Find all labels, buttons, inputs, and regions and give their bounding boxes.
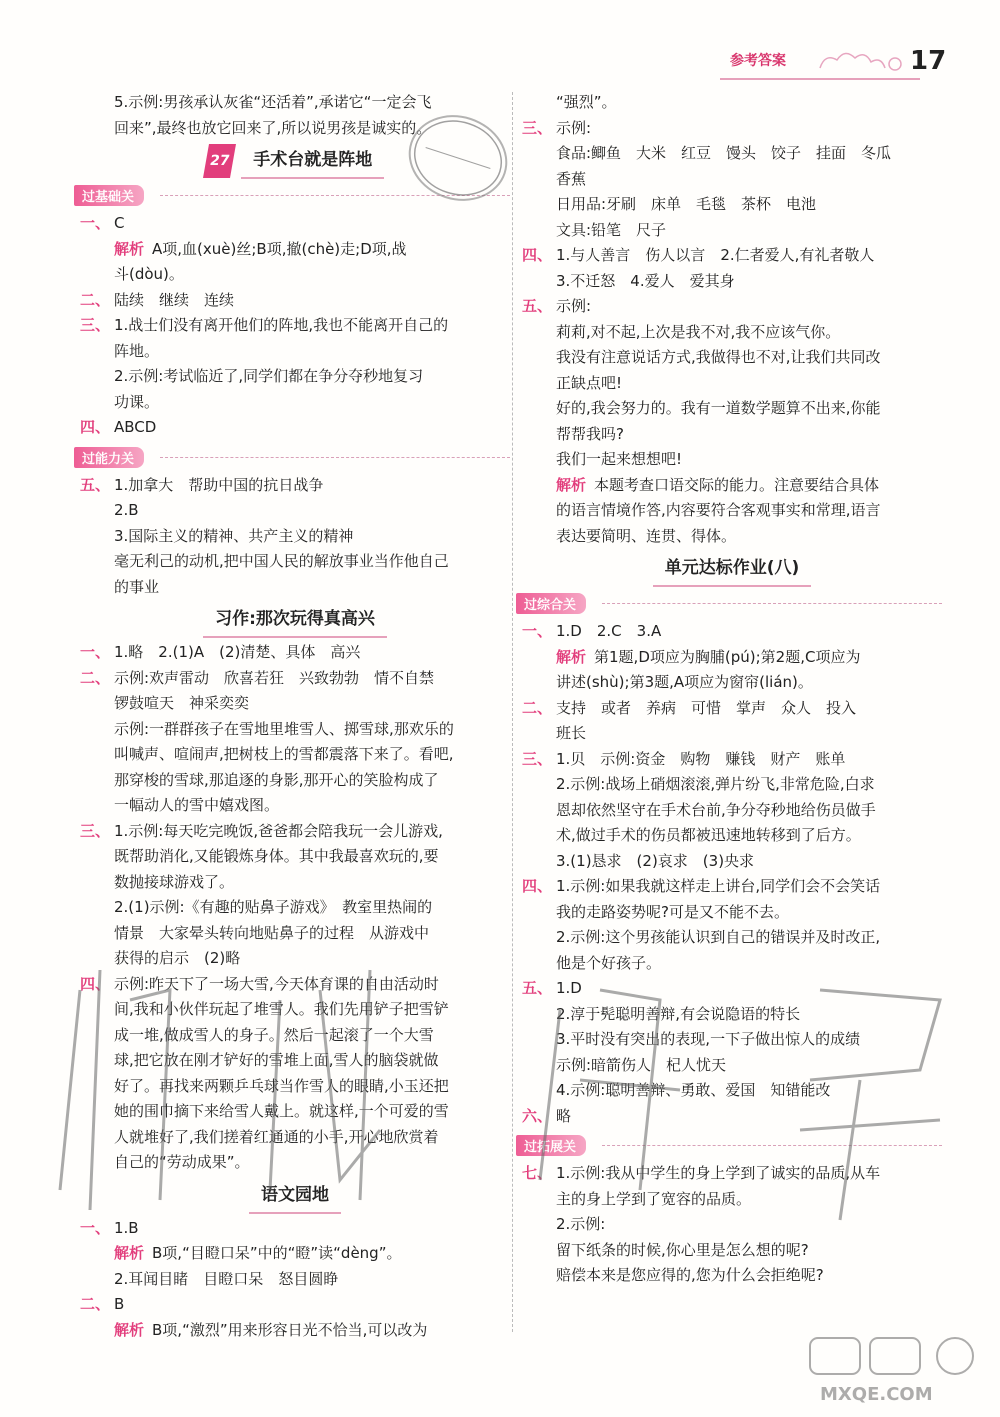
answer-text: 1.战士们没有离开他们的阵地,我也不能离开自己的 (114, 316, 449, 334)
answer-text: 示例:昨天下了一场大雪,今天体育课的自由活动时 (114, 974, 439, 993)
text-line: 获得的启示 (2)略 (114, 949, 241, 967)
item-marker: 二、 (80, 290, 111, 309)
answer-text: 示例: (556, 118, 592, 137)
text-line: 数抛接球游戏了。 (114, 872, 235, 891)
lesson-title-text: 手术台就是阵地 (241, 143, 384, 179)
item-marker: 二、 (522, 698, 553, 717)
answer-text: 支持 或者 养病 可惜 掌声 众人 投入 (556, 698, 857, 717)
answer-label: 参考答案 (730, 53, 786, 69)
item-marker: 四、 (522, 877, 553, 895)
text-line: 术,做过手术的伤员都被迅速地转移到了后方。 (556, 826, 861, 844)
text-line: 5.示例:男孩承认灰雀“还活着”,承诺它“一定会飞 (114, 93, 432, 111)
text-line: 一幅动人的雪中嬉戏图。 (114, 796, 280, 814)
section-tag: 过基础关 (74, 185, 144, 206)
text-line: 文具:铅笔 尺子 (556, 220, 667, 239)
answer-text: 示例: (556, 297, 592, 315)
text-line: 示例:一群群孩子在雪地里堆雪人、掷雪球,那欢乐的 (114, 719, 454, 738)
text-line: 球,把它放在刚才铲好的雪堆上面,雪人的脑袋就做 (114, 1051, 439, 1069)
text-line: 2.示例:战场上硝烟滚滚,弹片纷飞,非常危险,白求 (556, 775, 875, 793)
text-line: 2.淳于髡聪明善辩,有会说隐语的特长 (556, 1004, 801, 1023)
analysis-text: B项,“激烈”用来形容日光不恰当,可以改为 (152, 1320, 428, 1339)
unit-test-title (522, 551, 942, 587)
text-line: 4.示例:聪明善辩、勇敢、爱国 知错能改 (556, 1081, 831, 1099)
item-marker: 一、 (80, 1218, 111, 1237)
text-line: 我们一起来想想吧! (556, 450, 683, 468)
analysis-label: 解析 (114, 239, 145, 258)
text-line: 莉莉,对不起,上次是我不对,我不应该气你。 (556, 322, 841, 341)
answer-text: 1.示例:我从中学生的身上学到了诚实的品质,从车 (556, 1164, 881, 1182)
site-watermark-text: MXQE.COM (820, 1384, 933, 1405)
item-marker: 五、 (522, 979, 553, 997)
text-line: 3.平时没有突出的表现,一下子做出惊人的成绩 (556, 1030, 861, 1048)
item-marker: 一、 (522, 622, 553, 640)
item-marker: 六、 (522, 1106, 553, 1125)
text-line: 2.耳闻目睹 目瞪口呆 怒目圆睁 (114, 1269, 339, 1288)
analysis-label: 解析 (556, 647, 587, 666)
analysis-text: A项,血(xuè)丝;B项,撤(chè)走;D项,战 (152, 239, 407, 258)
section-tag: 过拓展关 (516, 1135, 586, 1156)
item-marker: 四、 (80, 418, 111, 436)
text-line: 赔偿本来是您应得的,您为什么会拒绝呢? (556, 1266, 824, 1284)
item-marker: 三、 (522, 749, 553, 768)
section-extension (522, 1131, 942, 1159)
analysis-label: 解析 (114, 1244, 145, 1262)
text-line: 恩却依然坚守在手术台前,争分夺秒地给伤员做手 (556, 800, 876, 819)
page-header (720, 42, 990, 86)
lesson-number: 27 (203, 144, 236, 178)
text-line: 情景 大家晕头转向地贴鼻子的过程 从游戏中 (114, 923, 430, 942)
item-marker: 一、 (80, 643, 111, 661)
text-line: 自己的“劳动成果”。 (114, 1153, 250, 1171)
text-line: 示例:暗箭伤人 杞人忧天 (556, 1055, 727, 1074)
analysis-text: B项,“目瞪口呆”中的“瞪”读“dèng”。 (152, 1244, 402, 1262)
text-line: 3.不迁怒 4.爱人 爱其身 (556, 271, 735, 290)
text-line: 他是个好孩子。 (556, 953, 662, 972)
answer-text: 1.略 2.(1)A (2)清楚、具体 高兴 (114, 643, 361, 661)
analysis-label: 解析 (556, 475, 587, 494)
item-marker: 三、 (80, 316, 111, 334)
item-marker: 二、 (80, 1295, 111, 1313)
right-column (522, 90, 942, 1289)
text-line: 3.(1)恳求 (2)哀求 (3)央求 (556, 851, 755, 870)
item-marker: 五、 (522, 297, 553, 315)
item-marker: 四、 (522, 246, 553, 264)
answer-text: 1.D 2.C 3.A (556, 622, 662, 640)
text-line: 我的走路姿势呢?可是又不能不去。 (556, 902, 789, 921)
text-line: 2.B (114, 501, 139, 519)
cloud-decoration-icon (815, 48, 915, 74)
answer-text: C (114, 214, 125, 232)
text-line: “强烈”。 (556, 93, 617, 111)
section-tag: 过综合关 (516, 593, 586, 614)
text-line: 既帮助消化,又能锻炼身体。其中我最喜欢玩的,要 (114, 847, 439, 865)
text-line: 讲述(shù);第3题,A项应为窗帘(lián)。 (556, 673, 813, 691)
item-marker: 五、 (80, 475, 111, 494)
chinese-garden-title (80, 1178, 510, 1214)
section-comprehensive (522, 589, 942, 617)
answer-text: ABCD (114, 418, 157, 436)
answer-text: 略 (556, 1106, 572, 1125)
text-line: 她的围巾摘下来给雪人戴上。就这样,一个可爱的雪 (114, 1102, 449, 1120)
item-marker: 三、 (80, 821, 111, 840)
section-ability (80, 443, 510, 471)
header-rule (720, 78, 920, 80)
analysis-text: 第1题,D项应为胸脯(pú);第2题,C项应为 (594, 647, 861, 666)
text-line: 好了。再找来两颗乒乓球当作雪人的眼睛,小玉还把 (114, 1076, 449, 1095)
text-line: 日用品:牙刷 床单 毛毯 茶杯 电池 (556, 195, 817, 213)
text-line: 回来”,最终也放它回来了,所以说男孩是诚实的。 (114, 118, 432, 137)
text-line: 表达要简明、连贯、得体。 (556, 526, 737, 545)
text-line: 好的,我会努力的。我有一道数学题算不出来,你能 (556, 399, 881, 417)
text-line: 人就堆好了,我们搓着红通通的小手,开心地欣赏着 (114, 1127, 439, 1146)
text-line: 主的身上学到了宽容的品质。 (556, 1189, 752, 1208)
section-tag: 过能力关 (74, 447, 144, 468)
text-line: 2.示例:这个男孩能认识到自己的错误并及时改正, (556, 928, 881, 946)
answer-text: 1.B (114, 1218, 139, 1237)
answer-text: 1.加拿大 帮助中国的抗日战争 (114, 475, 324, 494)
text-line: 间,我和小伙伴玩起了堆雪人。我们先用铲子把雪铲 (114, 1000, 449, 1018)
answer-text: 1.示例:每天吃完晚饭,爸爸都会陪我玩一会儿游戏, (114, 821, 443, 840)
item-marker: 七、 (522, 1164, 553, 1182)
left-column (80, 90, 510, 1343)
text-line: 我没有注意说话方式,我做得也不对,让我们共同改 (556, 348, 881, 366)
text-line: 2.示例:考试临近了,同学们都在争分夺秒地复习 (114, 367, 424, 385)
text-line: 班长 (556, 724, 587, 742)
answer-text: 示例:欢声雷动 欣喜若狂 兴致勃勃 情不自禁 (114, 668, 435, 687)
item-marker: 三、 (522, 118, 553, 137)
text-line: 香蕉 (556, 169, 587, 188)
page-number: 17 (910, 46, 947, 76)
text-line: 3.国际主义的精神、共产主义的精神 (114, 526, 354, 545)
text-line: 帮帮我吗? (556, 424, 624, 443)
text-line: 功课。 (114, 392, 160, 411)
answer-text: 1.与人善言 伤人以言 2.仁者爱人,有礼者敬人 (556, 246, 875, 264)
answer-text: 陆续 继续 连续 (114, 290, 235, 309)
text-line: 食品:鲫鱼 大米 红豆 馒头 饺子 挂面 冬瓜 (556, 144, 892, 162)
unit-test-title-text: 单元达标作业(八) (653, 551, 812, 587)
item-marker: 二、 (80, 668, 111, 687)
text-line: 的事业 (114, 577, 160, 596)
analysis-label: 解析 (114, 1320, 145, 1339)
text-line: 留下纸条的时候,你心里是怎么想的呢? (556, 1240, 809, 1259)
text-line: 斗(dòu)。 (114, 265, 184, 283)
answer-text: B (114, 1295, 125, 1313)
item-marker: 一、 (80, 214, 111, 232)
writing-title-text: 习作:那次玩得真高兴 (203, 602, 387, 638)
text-line: 正缺点吧! (556, 373, 623, 392)
text-line: 成一堆,做成雪人的身子。然后一起滚了一个大雪 (114, 1025, 434, 1044)
answer-text: 1.贝 示例:资金 购物 赚钱 财产 账单 (556, 749, 846, 768)
chinese-garden-title-text: 语文园地 (249, 1178, 341, 1214)
answer-text: 1.示例:如果我就这样走上讲台,同学们会不会笑话 (556, 877, 881, 895)
text-line: 锣鼓喧天 神采奕奕 (114, 694, 250, 712)
item-marker: 四、 (80, 974, 111, 993)
text-line: 阵地。 (114, 341, 160, 360)
site-watermark-logo-icon (800, 1330, 990, 1410)
answer-text: 1.D (556, 979, 582, 997)
text-line: 的语言情境作答,内容要符合客观事实和常理,语言 (556, 501, 881, 519)
analysis-text: 本题考查口语交际的能力。注意要结合具体 (594, 475, 880, 494)
text-line: 毫无利己的动机,把中国人民的解放事业当作他自己 (114, 552, 449, 570)
column-divider (512, 92, 513, 1332)
text-line: 2.(1)示例:《有趣的贴鼻子游戏》 教室里热闹的 (114, 898, 433, 916)
text-line: 叫喊声、喧闹声,把树枝上的雪都震落下来了。看吧, (114, 745, 454, 763)
writing-title (80, 602, 510, 638)
text-line: 那穿梭的雪球,那追逐的身影,那开心的笑脸构成了 (114, 770, 439, 789)
text-line: 2.示例: (556, 1215, 606, 1233)
